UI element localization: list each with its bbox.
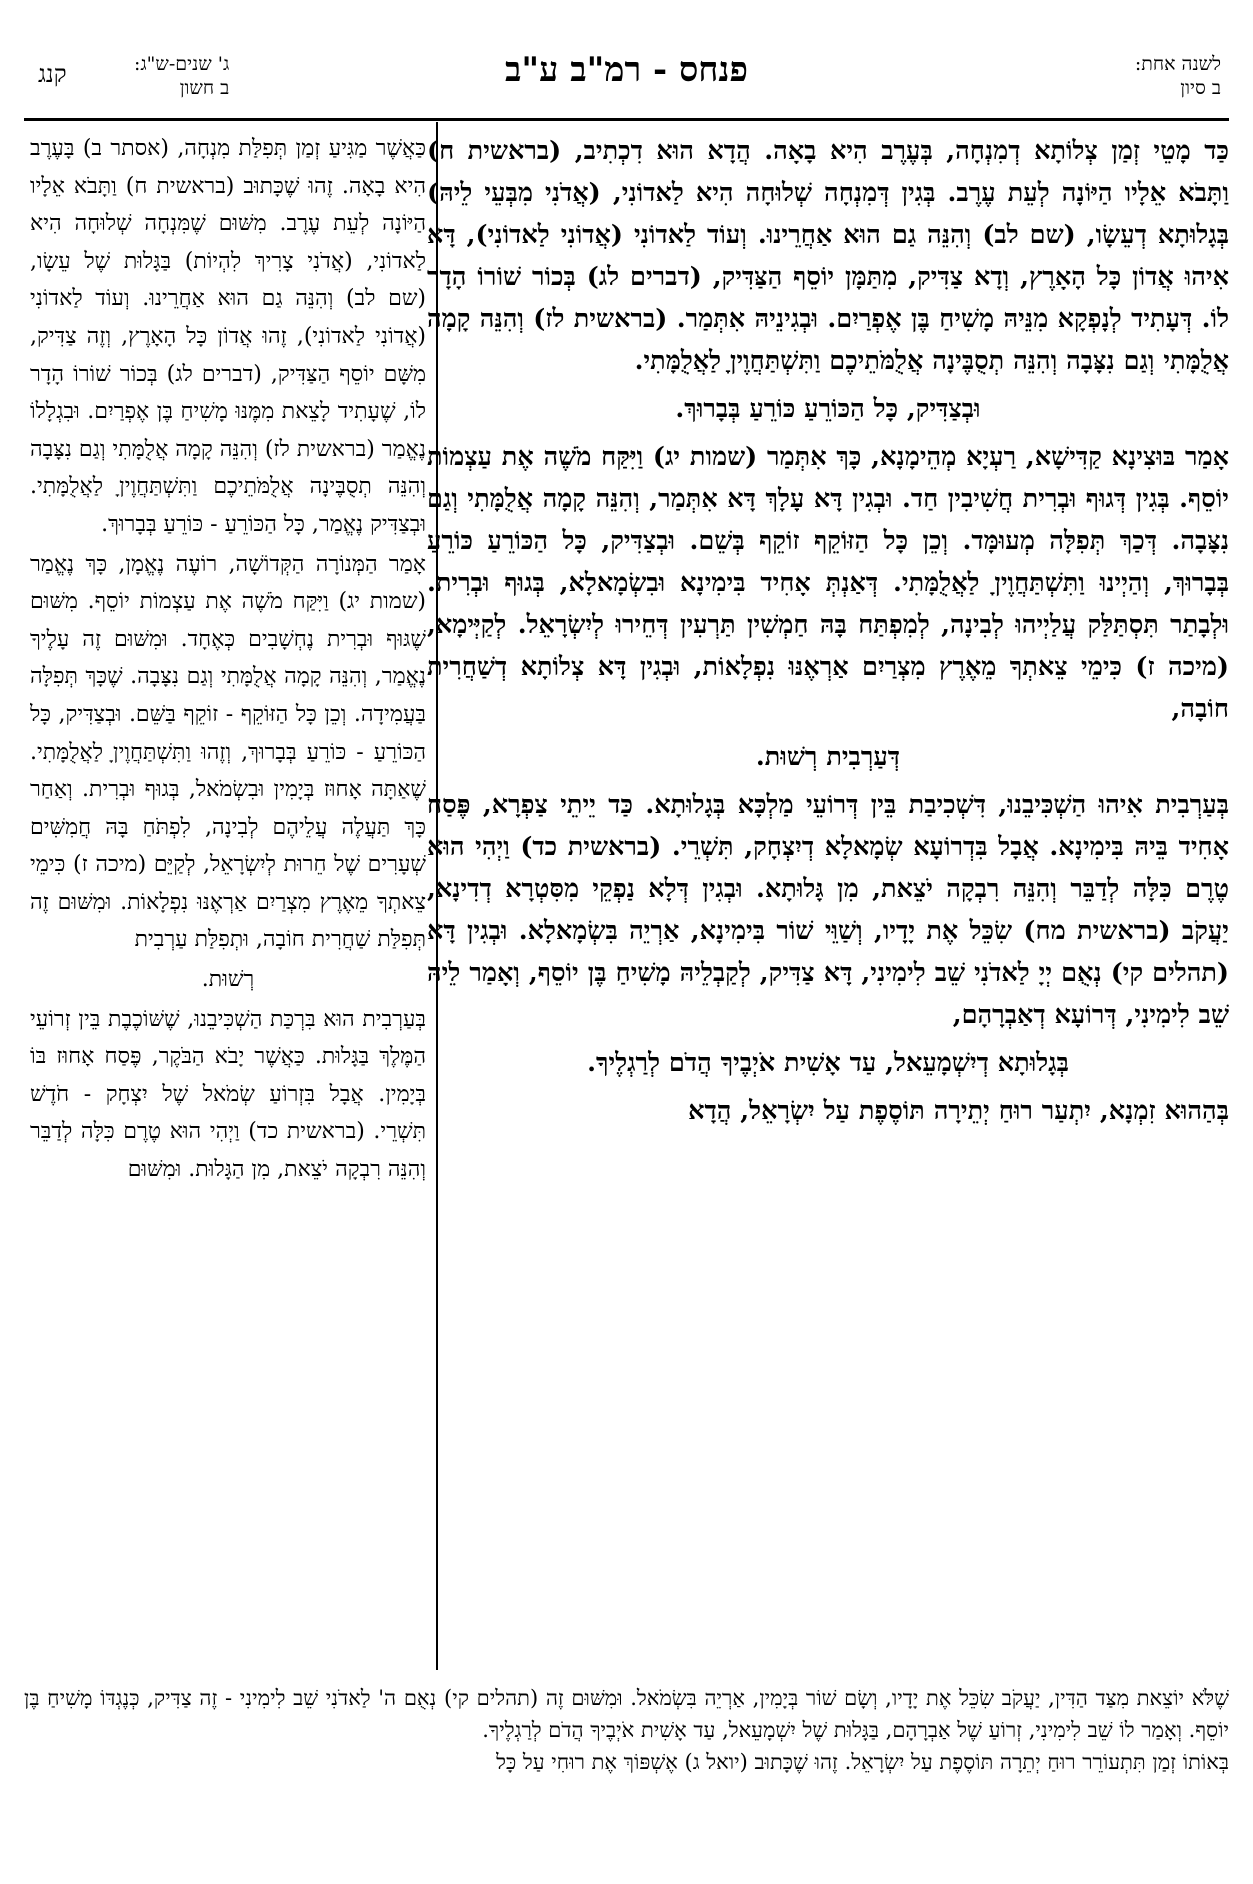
side-paragraph-2: אָמַר הַמְּנוֹרָה הַקְּדוֹשָׁה, רוֹעֶה נֶאֱמָן, כָּךְ נֶאֱמַר (שמות יג) וַיִּקַּח מֹשֶׁה אֶת עַצְמוֹת יוֹסֵף. מִשּׁוּם שֶׁגּוּף וּבְרִית נֶחְשָׁבִים כְּאֶחָד. וּמִשּׁוּם זֶה עָלֶיךָ נֶאֱמַר, וְהִנֵּה קָמָה אֲלֻמָּתִי וְגַם נִצָּבָה. שֶׁכָּךְ תְּפִלָּה בַּעֲמִידָה. וְכֵן כָּל הַזּוֹקֵף - זוֹקֵף בַּשֵּׁם. וּבְצַדִּיק, כָּל הַכּוֹרֵעַ - כּוֹרֵעַ בְּבָרוּךְ, וְזֶהוּ וַתִּשְׁתַּחֲוֶיןָ לַאֲלֻמָּתִי. שֶׁאַתָּה אָחוּז בְּיָמִין וּבִשְׂמֹאל, בְּגוּף וּבְרִית. וְאַחַר כָּךְ תַּעֲלֶה עֲלֵיהֶם לְבִינָה, לִפְתֹּחַ בָּהּ חֲמִשִּׁים שְׁעָרִים שֶׁל חֵרוּת לְיִשְׂרָאֵל, לְקַיֵּם (מיכה ז) כִּימֵי צֵאתְךָ מֵאֶרֶץ מִצְרַיִם אַרְאֶנּוּ נִפְלָאוֹת. וּמִשּׁוּם זֶה תְּפִלַּת שַׁחֲרִית חוֹבָה, וּתְפִלַּת עַרְבִית (30, 551, 426, 953)
main-paragraph-1: כַּד מָטֵי זְמַן צְלוֹתָא דְמִנְחָה, בְּעֶרֶב הִיא בָאָה. הֲדָא הוּא דִכְתִיב, (בראשית ח) וַתָּבֹא אֵלָיו הַיּוֹנָה לְעֵת עֶרֶב. בְּגִין דְּמִנְחָה שְׁלוּחָה הִיא לַאדוֹנִי, (אֲדֹנִי מִבְּעֵי לֵיהּ) בְּגָלוּתָא דְעֵשָׂו, (שם לב) וְהִנֵּה גַם הוּא אַחֲרֵינוּ. וְעוֹד לַאדוֹנִי (אֲדוֹנִי לַאדוֹנִי), דָּא אִיהוּ אֲדוֹן כָּל הָאָרֶץ, וְדָא צַדִּיק, מִתַּמָּן יוֹסֵף הַצַּדִּיק, (דברים לג) בְּכוֹר שׁוֹרוֹ הָדָר לוֹ. דְּעָתִיד לְנָפְקָא מִנֵּיהּ מָשִׁיחַ בֶּן אֶפְרַיִם. וּבְגִינֵיהּ אִתְּמַר. (בראשית לז) וְהִנֵּה קָמָה אֲלֻמָּתִי וְגַם נִצָּבָה וְהִנֵּה תְסֻבֶּינָה אֲלֻמֹּתֵיכֶם וַתִּשְׁתַּחֲוֶיןָ לַאֲלֻמָּתִי. (427, 136, 1229, 376)
main-paragraph-6: בְּגָלוּתָא דְיִשְׁמָעֵאל, עַד אָשִׁית אֹיְבֶיךָ הֲדֹם לְרַגְלֶיךָ. (587, 1048, 1069, 1078)
page-title: פנחס - רמ"ב ע"ב (505, 50, 748, 90)
page-number: קנג (38, 60, 67, 88)
main-paragraph-3: אָמַר בּוּצִינָא קַדִּישָׁא, רַעְיָא מְהֵימָנָא, כָּךְ אִתְּמַר (שמות יג) וַיִּקַּח מֹשֶׁה אֶת עַצְמוֹת יוֹסֵף. בְּגִין דְּגוּף וּבְרִית חֲשִׁיבִין חַד. וּבְגִין דָּא עָלָךְ דָּא אִתְּמַר, וְהִנֵּה קָמָה אֲלֻמָּתִי וְגַם נִצָּבָה. דְּכַךְ תְּפִלָּה מְעוּמָּד. וְכֵן כָּל הַזּוֹקֵף זוֹקֵף בְּשֵׁם. וּבְצַדִּיק, כָּל הַכּוֹרֵעַ כּוֹרֵעַ בְּבָרוּךְ, וְהַיְינוּ וַתִּשְׁתַּחֲוֶיןָ לַאֲלֻמָּתִי. דְּאַנְתְּ אָחִיד בִּימִינָא וּבִשְׂמָאלָא, בְּגוּף וּבְרִית. וּלְבָתַר תִּסְתַּלַּק עֲלַיְיהוּ לְבִינָה, לְמִפְתַּח בָּהּ חַמְשִׁין תַּרְעִין דְּחֵירוּ לְיִשְׂרָאֵל. לְקַיְּימָא, (מיכה ז) כִּימֵי צֵאתְךָ מֵאֶרֶץ מִצְרַיִם אַרְאֶנּוּ נִפְלָאוֹת, וּבְגִין דָּא צְלוֹתָא דְשַׁחֲרִית חוֹבָה, (427, 442, 1229, 724)
side-paragraph-3: רְשׁוּת. (201, 967, 255, 993)
header-left-line1: ג' שנים-ש"ג: (134, 53, 230, 75)
page-header (24, 40, 1229, 120)
header-right-line2: ב סיון (1180, 77, 1221, 99)
main-paragraph-4: דְּעַרְבִית רְשׁוּת. (755, 742, 901, 772)
main-paragraph-7: בְּהַהוּא זִמְנָא, יִתְעַר רוּחַ יְתֵירָה תּוֹסֶפֶת עַל יִשְׂרָאֵל, הֲדָא (688, 1096, 1229, 1126)
main-column (427, 130, 1229, 1670)
header-right-line1: לשנה אחת: (1134, 53, 1221, 75)
side-paragraph-1: כַּאֲשֶׁר מַגִּיעַ זְמַן תְּפִלַּת מִנְחָה, (אסתר ב) בָּעֶרֶב הִיא בָאָה. זֶהוּ שֶׁכָּתוּב (בראשית ח) וַתָּבֹא אֵלָיו הַיּוֹנָה לְעֵת עֶרֶב. מִשּׁוּם שֶׁמִּנְחָה שְׁלוּחָה הִיא לַאדוֹנִי, (אֲדֹנִי צָרִיךְ לִהְיוֹת) בַּגָּלוּת שֶׁל עֵשָׂו, (שם לב) וְהִנֵּה גַם הוּא אַחֲרֵינוּ. וְעוֹד לַאדוֹנִי (אֲדוֹנִי לַאדוֹנִי), זֶהוּ אֲדוֹן כָּל הָאָרֶץ, וְזֶה צַדִּיק, מִשָּׁם יוֹסֵף הַצַּדִּיק, (דברים לג) בְּכוֹר שׁוֹרוֹ הָדָר לוֹ, שֶׁעָתִיד לָצֵאת מִמֶּנּוּ מָשִׁיחַ בֶּן אֶפְרַיִם. וּבִגְלָלוֹ נֶאֱמַר (בראשית לז) וְהִנֵּה קָמָה אֲלֻמָּתִי וְגַם נִצָּבָה וְהִנֵּה תְסֻבֶּינָה אֲלֻמֹּתֵיכֶם וַתִּשְׁתַּחֲוֶיןָ לַאֲלֻמָּתִי. וּבְצַדִּיק נֶאֱמַר, כָּל הַכּוֹרֵעַ - כּוֹרֵעַ בְּבָרוּךְ. (30, 136, 426, 537)
main-paragraph-5: בְּעַרְבִית אִיהוּ הַשְׁכִּיבֵנוּ, דִּשְׁכִיבַת בֵּין דְּרוֹעֵי מַלְכָּא בְּגָלוּתָא. כַּד יֵיתֵי צַפְרָא, פֶּסַח אָחִיד בֵּיהּ בִּימִינָא. אֲבָל בִּדְרוֹעָא שְׂמָאלָא דְיִצְחָק, תִּשְׁרֵי. (בראשית כד) וַיְהִי הוּא טֶרֶם כִּלָּה לְדַבֵּר וְהִנֵּה רִבְקָה יֹצֵאת, מִן גָּלוּתָא. וּבְגִין דְּלָא נַפְקֵי מִסִּטְרָא דְדִינָא, יַעֲקֹב (בראשית מח) שִׂכֵּל אֶת יָדָיו, וְשַׁוֵּי שׁוֹר בִּימִינָא, אַרְיֵה בִּשְׂמָאלָא. וּבְגִין דָּא (תהלים קי) נְאֻם יְיָ לַאדֹנִי שֵׁב לִימִינִי, דָּא צַדִּיק, לְקַבְלֵיהּ מָשִׁיחַ בֶּן יוֹסֵף, וְאָמַר לֵיהּ שֵׁב לִימִינִי, דְּרוֹעָא דְאַבְרָהָם, (427, 790, 1229, 1030)
main-paragraph-2: וּבְצַדִּיק, כָּל הַכּוֹרֵעַ כּוֹרֵעַ בְּבָרוּךְ. (675, 394, 981, 424)
column-divider (436, 122, 438, 1670)
bottom-paragraph-1: שֶׁלֹּא יוֹצֵאת מִצַּד הַדִּין, יַעֲקֹב שִׂכֵּל אֶת יָדָיו, וְשָׂם שׁוֹר בְּיָמִין, אַרְיֵה בִּשְׂמֹאל. וּמִשּׁוּם זֶה (תהלים קי) נְאֻם ה' לַאדֹנִי שֵׁב לִימִינִי - זֶה צַדִּיק, כְּנֶגְדּוֹ מָשִׁיחַ בֶּן יוֹסֵף. וְאָמַר לוֹ שֵׁב לִימִינִי, זְרוֹעַ שֶׁל אַבְרָהָם, בַּגָּלוּת שֶׁל יִשְׁמָעֵאל, עַד אָשִׁית אֹיְבֶיךָ הֲדֹם לְרַגְלֶיךָ. (24, 1686, 1229, 1742)
header-rule (24, 118, 1229, 121)
bottom-text (24, 1682, 1229, 1778)
header-left-info (134, 52, 229, 100)
side-column (30, 130, 426, 1670)
side-paragraph-4: בְּעַרְבִית הוּא בִּרְכַּת הַשְׁכִּיבֵנוּ, שֶׁשּׁוֹכֶבֶת בֵּין זְרוֹעֵי הַמֶּלֶךְ בַּגָּלוּת. כַּאֲשֶׁר יָבֹא הַבֹּקֶר, פֶּסַח אָחוּז בּוֹ בְּיָמִין. אֲבָל בִּזְרוֹעַ שְׂמֹאל שֶׁל יִצְחָק - חֹדֶשׁ תִּשְׁרֵי. (בראשית כד) וַיְהִי הוּא טֶרֶם כִּלָּה לְדַבֵּר וְהִנֵּה רִבְקָה יֹצֵאת, מִן הַגָּלוּת. וּמִשּׁוּם (30, 1006, 426, 1183)
header-left-line2: ב חשון (179, 77, 230, 99)
bottom-paragraph-2: בְּאוֹתוֹ זְמַן תִּתְעוֹרֵר רוּחַ יְתֵרָה תּוֹסֶפֶת עַל יִשְׂרָאֵל. זֶהוּ שֶׁכָּתוּב (יואל ג) אֶשְׁפּוֹךְ אֶת רוּחִי עַל כָּל (496, 1750, 1229, 1774)
